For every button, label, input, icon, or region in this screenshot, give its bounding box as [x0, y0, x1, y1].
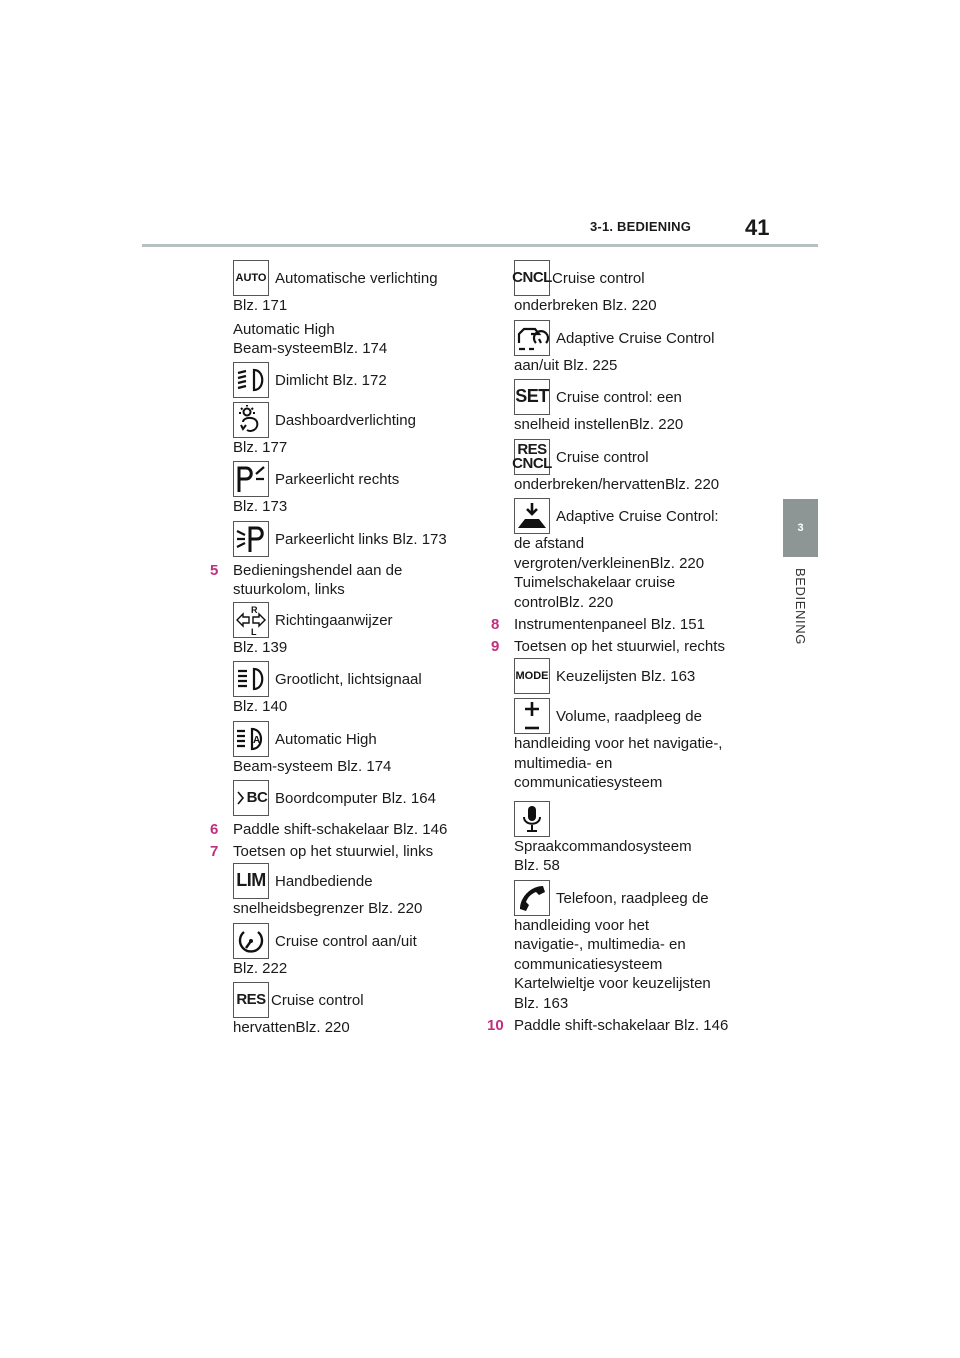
paragraph: Tuimelschakelaar cruise — [514, 574, 676, 591]
list-item — [210, 461, 485, 517]
entry-text: aan/uit Blz. 225 — [514, 356, 618, 374]
item-number: 5 — [210, 561, 219, 579]
paragraph: Kartelwieltje voor keuzelijsten — [514, 975, 711, 992]
resume-icon: RES — [233, 982, 269, 1018]
entry-text: Cruise control: een — [556, 389, 682, 406]
entry-text: onderbreken/hervattenBlz. 220 — [514, 475, 720, 493]
parking-light-left-icon — [233, 521, 269, 557]
entry-text: Cruise control — [556, 448, 649, 466]
entry-text: de afstand — [514, 535, 585, 552]
list-item — [210, 982, 485, 1038]
paragraph: Automatic High — [233, 320, 335, 338]
high-beam-icon — [233, 661, 269, 697]
list-item — [491, 498, 771, 573]
entry-text: Boordcomputer Blz. 164 — [275, 790, 436, 807]
list-item — [491, 801, 771, 876]
list-item — [491, 698, 771, 793]
entry-text: handleiding voor het navigatie-, — [514, 735, 723, 752]
numbered-item — [210, 842, 485, 862]
turn-signal-icon — [233, 602, 269, 638]
paragraph: controlBlz. 220 — [514, 593, 614, 611]
parking-light-right-icon — [233, 461, 269, 497]
entry-text: Automatische verlichting — [275, 270, 438, 287]
auto-light-icon: AUTO — [233, 260, 269, 296]
entry-text: snelheidsbegrenzer Blz. 220 — [233, 900, 423, 917]
entry-text: Parkeerlicht links Blz. 173 — [275, 530, 447, 548]
numbered-item — [491, 615, 771, 635]
chapter-tab[interactable]: 3 — [783, 499, 818, 557]
list-item — [210, 780, 485, 816]
list-item — [491, 658, 771, 694]
entry-text: snelheid instellenBlz. 220 — [514, 416, 684, 433]
list-item — [210, 863, 485, 919]
entry-text: Dimlicht Blz. 172 — [275, 371, 387, 389]
low-beam-icon — [233, 362, 269, 398]
entry-text: Blz. 140 — [233, 698, 288, 715]
resume-cancel-icon: RES CNCL — [514, 439, 550, 475]
numbered-item — [210, 820, 485, 840]
list-item — [210, 721, 485, 777]
set-icon: SET — [514, 379, 550, 415]
item-text: Toetsen op het stuurwiel, links — [233, 842, 434, 860]
entry-text: Parkeerlicht rechts — [275, 471, 400, 488]
entry-text: Cruise control — [271, 992, 364, 1009]
list-item — [210, 362, 485, 398]
entry-text: Blz. 222 — [233, 959, 288, 977]
left-column — [210, 260, 485, 1042]
list-item — [210, 602, 485, 658]
board-computer-icon: BC — [233, 780, 269, 816]
svg-text:A: A — [253, 734, 261, 746]
list-item — [491, 320, 771, 376]
chapter-label: BEDIENING — [793, 568, 808, 645]
item-number: 10 — [487, 1017, 504, 1034]
item-number: 6 — [210, 821, 219, 838]
item-text: Paddle shift-schakelaar Blz. 146 — [233, 821, 448, 838]
list-item — [210, 661, 485, 717]
volume-icon — [514, 698, 550, 734]
list-item — [491, 260, 771, 316]
entry-text: navigatie-, multimedia- en — [514, 936, 686, 953]
item-text: Instrumentenpaneel Blz. 151 — [514, 616, 705, 633]
entry-text: Blz. 177 — [233, 438, 288, 456]
item-number: 8 — [491, 616, 500, 633]
svg-text:R: R — [251, 604, 258, 615]
entry-text: communicatiesysteem — [514, 955, 663, 973]
list-item — [491, 880, 771, 975]
header-rule — [142, 244, 818, 247]
entry-text: Richtingaanwijzer — [275, 611, 393, 629]
entry-text: Cruise control — [552, 270, 645, 287]
entry-text: Beam-systeem Blz. 174 — [233, 757, 392, 775]
entry-text: Cruise control aan/uit — [275, 932, 417, 950]
entry-text: Grootlicht, lichtsignaal — [275, 671, 422, 688]
distance-control-icon — [514, 498, 550, 534]
numbered-item — [210, 561, 485, 600]
list-item — [210, 923, 485, 979]
paragraph: Blz. 163 — [514, 994, 569, 1012]
header-title: 3-1. BEDIENING — [590, 219, 692, 234]
cancel-icon: CNCL — [514, 260, 550, 296]
auto-high-beam-icon — [233, 721, 269, 757]
numbered-item — [487, 1016, 771, 1036]
right-column — [487, 260, 771, 1038]
item-text: Paddle shift-schakelaar Blz. 146 — [514, 1017, 729, 1034]
entry-text: onderbreken Blz. 220 — [514, 297, 657, 314]
cruise-control-icon — [233, 923, 269, 959]
page-number: 41 — [745, 215, 770, 240]
entry-text: Adaptive Cruise Control — [556, 329, 715, 347]
item-text: Toetsen op het stuurwiel, rechts — [514, 637, 725, 655]
list-item — [491, 379, 771, 435]
entry-text: Automatic High — [275, 730, 377, 748]
list-item — [491, 439, 771, 495]
list-item — [210, 402, 485, 458]
item-text: stuurkolom, links — [233, 581, 345, 598]
entry-text: Blz. 173 — [233, 498, 288, 515]
entry-text: handleiding voor het — [514, 916, 650, 934]
entry-text: Adaptive Cruise Control: — [556, 508, 719, 525]
mode-icon: MODE — [514, 658, 550, 694]
item-text: Bedieningshendel aan de — [233, 561, 403, 579]
phone-icon — [514, 880, 550, 916]
list-item — [210, 521, 485, 557]
entry-text: Blz. 58 — [514, 857, 560, 874]
item-number: 7 — [210, 842, 219, 860]
entry-text: Telefoon, raadpleeg de — [556, 889, 709, 907]
entry-text: hervattenBlz. 220 — [233, 1019, 350, 1036]
adaptive-cruise-icon — [514, 320, 550, 356]
entry-text: vergroten/verkleinenBlz. 220 — [514, 554, 705, 572]
item-number: 9 — [491, 637, 500, 655]
entry-text: Dashboardverlichting — [275, 411, 416, 429]
entry-text: communicatiesysteem — [514, 774, 663, 791]
list-item — [210, 260, 485, 316]
microphone-icon — [514, 801, 550, 837]
svg-text:L: L — [251, 626, 257, 637]
entry-text: Blz. 171 — [233, 297, 288, 314]
entry-text: multimedia- en — [514, 754, 613, 772]
entry-text: Blz. 139 — [233, 638, 288, 656]
numbered-item — [491, 637, 771, 657]
entry-text: Spraakcommandosysteem — [514, 837, 692, 855]
entry-text: Handbediende — [275, 873, 373, 890]
entry-text: Keuzelijsten Blz. 163 — [556, 668, 696, 685]
entry-text: Volume, raadpleeg de — [556, 708, 702, 725]
speed-limiter-icon: LIM — [233, 863, 269, 899]
paragraph: Beam-systeemBlz. 174 — [233, 340, 388, 357]
dashboard-light-icon — [233, 402, 269, 438]
